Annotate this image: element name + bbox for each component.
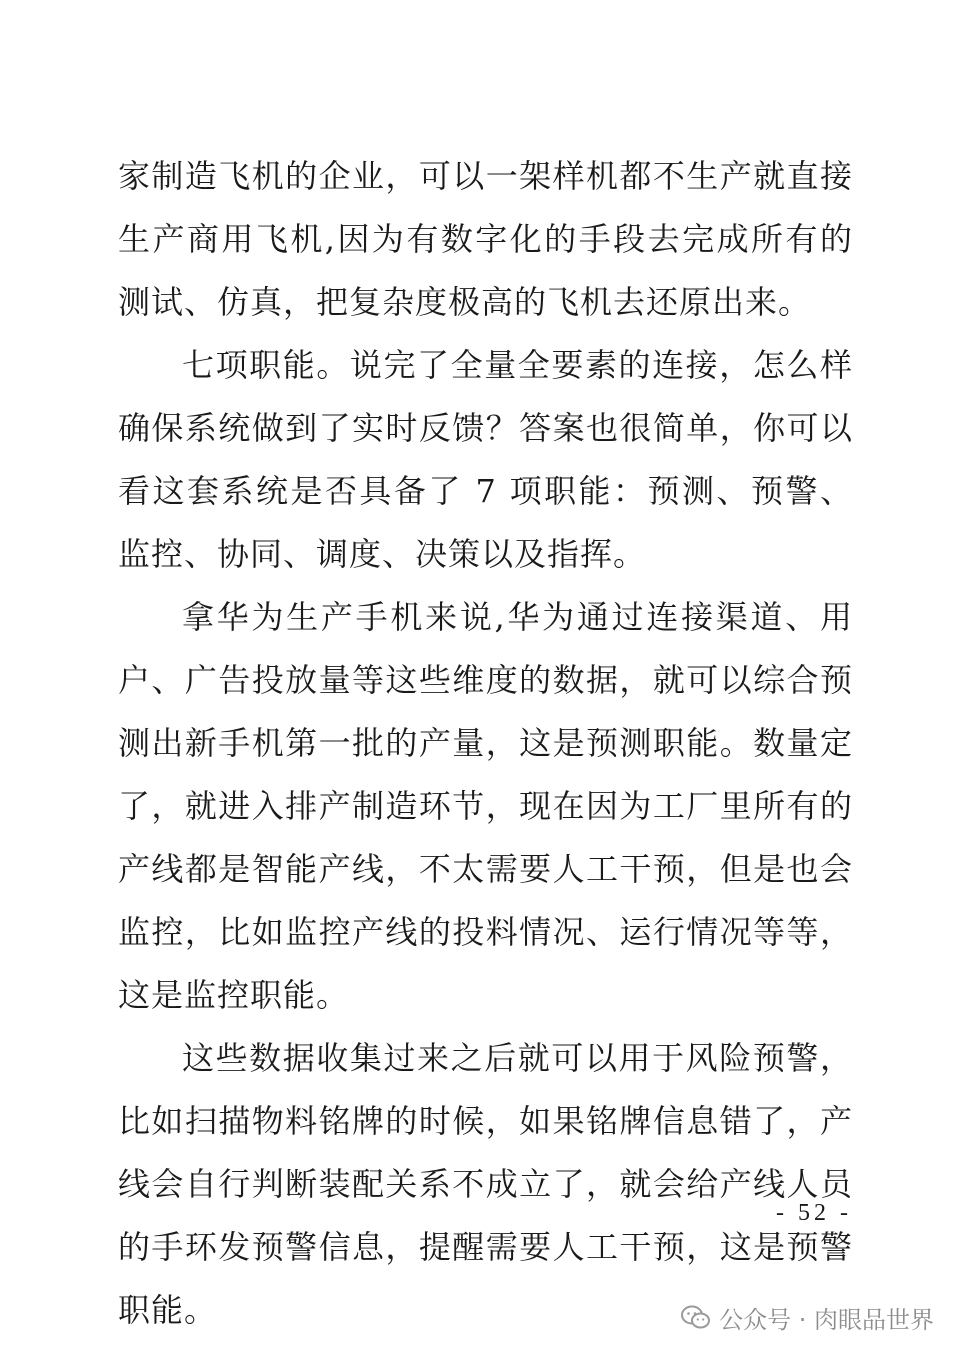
paragraph-risk-warning: 这些数据收集过来之后就可以用于风险预警，比如扫描物料铭牌的时候，如果铭牌信息错了，产线会自行判断装配关系不成立了，就会给产线人员的手环发预警信息，提醒需要人工干预，这是预警职能。 xyxy=(118,1039,853,1329)
paragraph-seven-functions: 七项职能。说完了全量全要素的连接，怎么样确保系统做到了实时反馈？答案也很简单，你可以看这套系统是否具备了 7 项职能：预测、预警、监控、协同、调度、决策以及指挥。 xyxy=(118,346,853,573)
page-number: - 52 - xyxy=(776,1200,852,1226)
paragraph-continued: 家制造飞机的企业，可以一架样机都不生产就直接生产商用飞机,因为有数字化的手段去完成所有的测试、仿真，把复杂度极高的飞机去还原出来。 xyxy=(118,157,853,321)
watermark-text: 公众号 · 肉眼品世界 xyxy=(719,1306,934,1334)
paragraph-huawei-example: 拿华为生产手机来说,华为通过连接渠道、用户、广告投放量等这些维度的数据，就可以综合预测出新手机第一批的产量，这是预测职能。数量定了，就进入排产制造环节，现在因为工厂里所有的产线都是智能产线，不太需要人工干预，但是也会监控，比如监控产线的投料情况、运行情况等等，这是监控职能。 xyxy=(118,598,853,1014)
wechat-icon xyxy=(681,1305,711,1331)
watermark xyxy=(681,1300,934,1335)
body-text xyxy=(118,145,853,1342)
